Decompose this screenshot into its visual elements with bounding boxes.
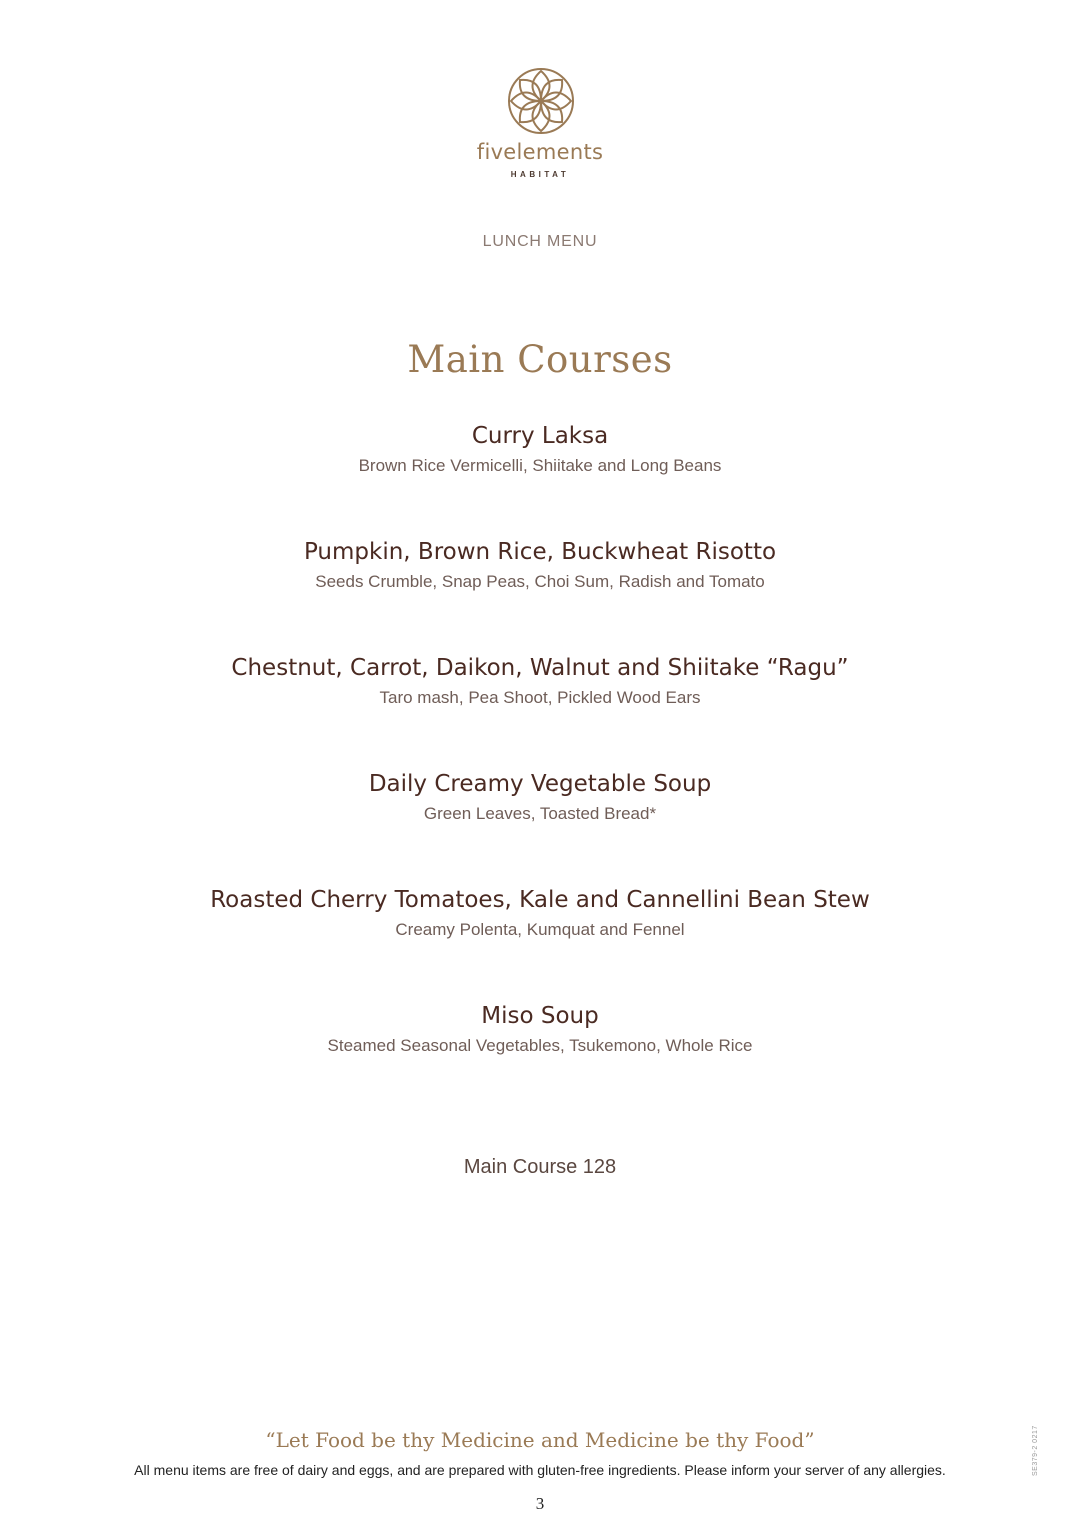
menu-item-description: Creamy Polenta, Kumquat and Fennel [395, 920, 685, 939]
brand-subtitle: HABITAT [510, 170, 570, 179]
page-number: 3 [535, 1494, 545, 1513]
menu-item [0, 885, 1080, 941]
quote: “Let Food be thy Medicine and Medicine be thy Food” [265, 1428, 815, 1452]
menu-item-description: Brown Rice Vermicelli, Shiitake and Long Beans [358, 456, 722, 475]
menu-item-name: Daily Creamy Vegetable Soup [368, 771, 712, 797]
menu-item-name: Curry Laksa [471, 423, 609, 449]
menu-item-description: Green Leaves, Toasted Bread* [423, 804, 657, 823]
section-title: Main Courses [407, 338, 673, 381]
mandala-flower-icon [506, 66, 576, 136]
menu-item-name: Miso Soup [481, 1003, 599, 1029]
print-code: SE379-2 0217 [1032, 1425, 1039, 1476]
menu-item-name: Roasted Cherry Tomatoes, Kale and Cannellini Bean Stew [210, 887, 870, 913]
brand-name: fivelements [476, 140, 604, 164]
menu-item-name: Chestnut, Carrot, Daikon, Walnut and Shiitake “Ragu” [231, 655, 849, 681]
menu-item [0, 653, 1080, 709]
menu-item-name: Pumpkin, Brown Rice, Buckwheat Risotto [303, 539, 777, 565]
menu-item [0, 537, 1080, 593]
menu-item-description: Steamed Seasonal Vegetables, Tsukemono, Whole Rice [327, 1036, 753, 1055]
menu-item-description: Seeds Crumble, Snap Peas, Choi Sum, Radish and Tomato [315, 572, 765, 591]
menu-item [0, 769, 1080, 825]
price-line: Main Course 128 [463, 1156, 617, 1178]
allergy-disclaimer: All menu items are free of dairy and eggs, and are prepared with gluten-free ingredients. Please inform your server of any allergies. [134, 1462, 946, 1478]
menu-item [0, 421, 1080, 477]
menu-item [0, 1001, 1080, 1057]
menu-item-description: Taro mash, Pea Shoot, Pickled Wood Ears [379, 688, 701, 707]
menu-type-label: LUNCH MENU [482, 233, 598, 250]
